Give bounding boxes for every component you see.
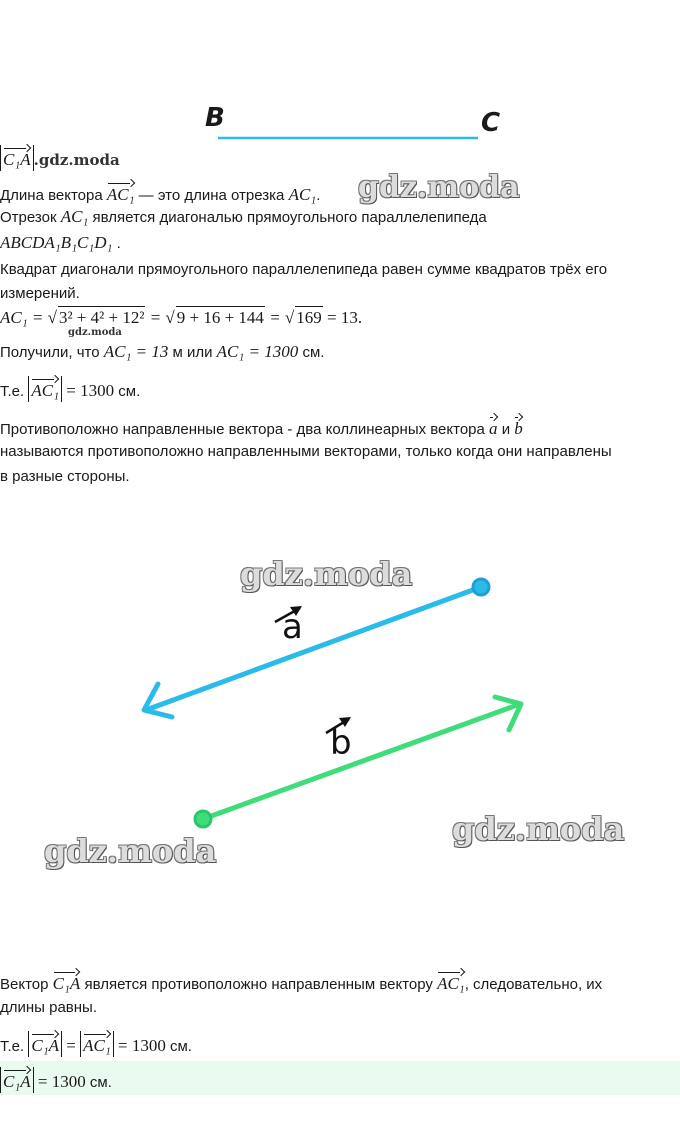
text: м или	[168, 344, 217, 361]
abs-ac1	[80, 1031, 114, 1057]
line-c1a-abs	[0, 145, 120, 172]
segment-ac1: AC₁	[60, 207, 89, 226]
equals: =	[145, 308, 166, 327]
result: = 13.	[322, 308, 363, 327]
text: см.	[114, 383, 141, 400]
text: см.	[85, 1074, 112, 1091]
text: и	[497, 421, 515, 438]
text: .	[112, 235, 121, 252]
abs-ac1	[28, 376, 62, 402]
watermark-1: gdz.moda	[358, 170, 520, 205]
vector-c1a: C₁A	[3, 1067, 31, 1093]
line-vector-length	[0, 180, 320, 207]
line-opposite-def-2: называются противоположно направленными векторами, только когда они направлены	[0, 443, 612, 460]
watermark-small: gdz.moda	[68, 327, 122, 338]
text: Длина вектора	[0, 187, 107, 204]
line-te-2	[0, 1031, 192, 1058]
line-parallelepiped	[0, 232, 121, 255]
label-b: B	[205, 103, 225, 133]
vector-c1a: C₁A	[3, 145, 31, 171]
line-opposite-def-3: в разные стороны.	[0, 468, 130, 485]
value: = 1300	[33, 1072, 86, 1091]
text: Получили, что	[0, 344, 104, 361]
text: Т.е.	[0, 1038, 29, 1055]
vector-a-arrow	[144, 579, 489, 717]
line-formula: AC₁ = √ 3² + 4² + 12² = √ 9 + 16 + 144 = √ 169 = 13.	[0, 308, 363, 327]
watermark-3: gdz.moda	[452, 810, 625, 848]
text: Отрезок	[0, 209, 61, 226]
text: см.	[165, 1038, 192, 1055]
line-c1a-opposite	[0, 969, 602, 996]
label-c: C	[481, 108, 501, 138]
text: — это длина отрезка	[134, 187, 289, 204]
vector-ac1: AC₁	[83, 1031, 111, 1057]
line-diagonal	[0, 206, 487, 229]
vector-c1a: C₁A	[53, 969, 81, 995]
label-a: a	[282, 607, 303, 647]
vector-ac1: AC₁	[107, 180, 135, 206]
text: Т.е.	[0, 383, 29, 400]
watermark-4: gdz.moda	[44, 832, 217, 870]
line-rule-cont: измерений.	[0, 285, 80, 302]
vector-b: b	[514, 414, 523, 440]
vector-c1a: C₁A	[31, 1031, 59, 1057]
watermark-2: gdz.moda	[240, 555, 413, 593]
ac1-cm: AC₁ = 1300	[216, 342, 299, 361]
line-answer	[0, 1067, 112, 1094]
text: , следовательно, их	[464, 976, 603, 993]
segment-bc-figure	[0, 0, 680, 150]
text: см.	[298, 344, 325, 361]
abs-c1a	[28, 1031, 62, 1057]
line-te-1	[0, 376, 140, 403]
line-lengths-equal: длины равны.	[0, 999, 98, 1016]
segment-ac1: AC₁	[288, 185, 317, 204]
equals: =	[62, 1036, 81, 1055]
text: .	[316, 187, 321, 204]
line-result	[0, 341, 324, 364]
formula-lhs: AC₁ =	[0, 308, 48, 327]
value: = 1300	[62, 381, 115, 400]
vector-b-arrow	[195, 697, 521, 827]
abs-c1a	[0, 1067, 34, 1093]
parallelepiped-name: ABCDA₁B₁C₁D₁	[0, 233, 113, 252]
sqrt-1: 3² + 4² + 12²	[58, 308, 145, 327]
text: является противоположно направленным вектору	[80, 976, 438, 993]
line-opposite-def	[0, 414, 523, 441]
abs-c1a	[0, 145, 34, 171]
text: Противоположно направленные вектора - два коллинеарных вектора	[0, 421, 490, 438]
vector-ac1: AC₁	[31, 376, 59, 402]
line-rule: Квадрат диагонали прямоугольного параллелепипеда равен сумме квадратов трёх его	[0, 261, 608, 278]
sqrt-3: 169	[296, 308, 322, 327]
text: Вектор	[0, 976, 53, 993]
vector-ac1: AC₁	[437, 969, 465, 995]
vector-a: a	[489, 414, 498, 440]
value: = 1300	[113, 1036, 166, 1055]
text: является диагональю прямоугольного параллелепипеда	[88, 209, 487, 226]
equals: =	[264, 308, 285, 327]
inline-watermark: .gdz.moda	[33, 151, 120, 169]
sqrt-2: 9 + 16 + 144	[176, 308, 264, 327]
label-b: b	[330, 723, 352, 763]
ac1-meters: AC₁ = 13	[103, 342, 169, 361]
